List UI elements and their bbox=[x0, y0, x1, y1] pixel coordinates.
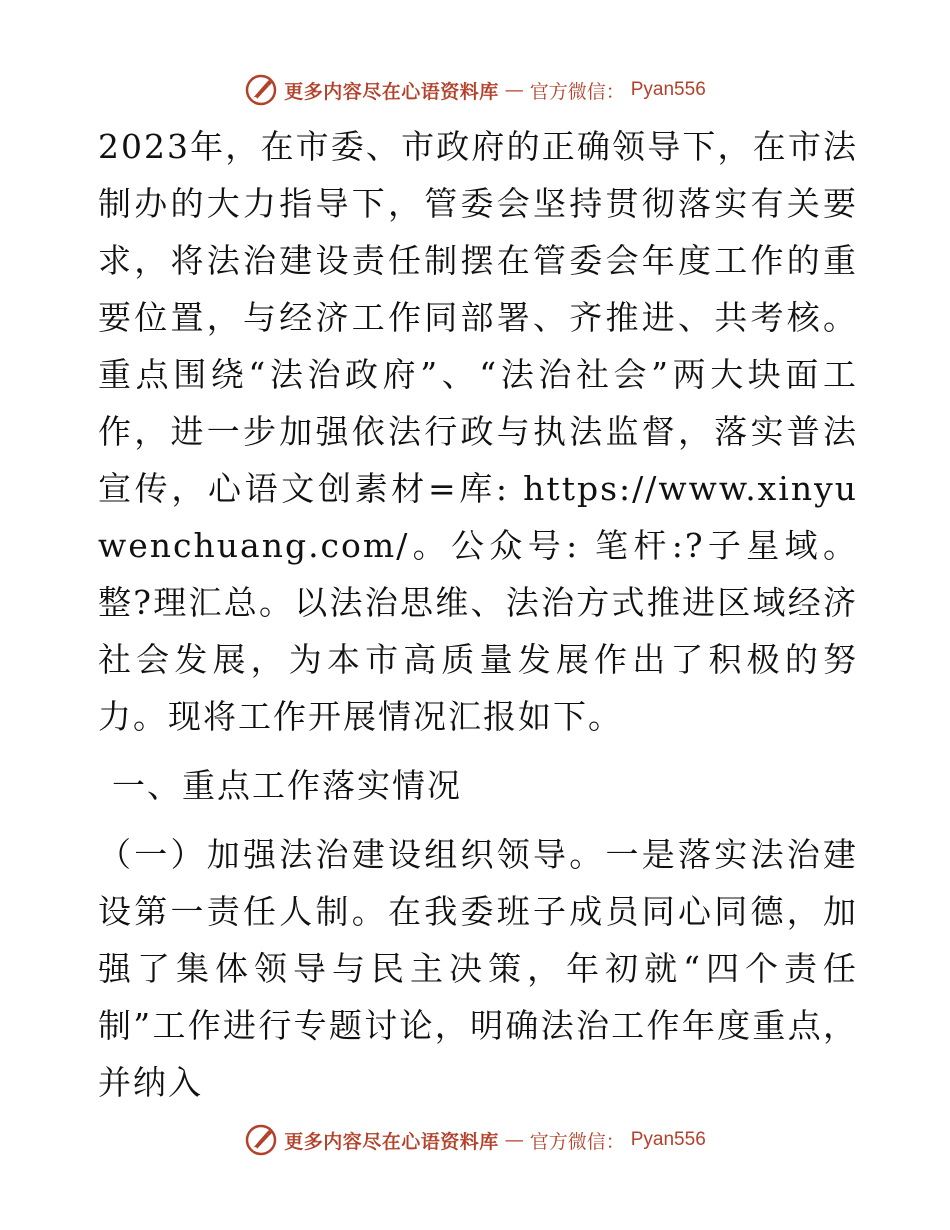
banner-dash: — bbox=[504, 1129, 524, 1151]
banner-wechat-id: Pyan556 bbox=[630, 1129, 706, 1150]
header-banner bbox=[0, 70, 950, 110]
banner-dash: — bbox=[504, 79, 524, 101]
banner-wechat-label: 官方微信： bbox=[529, 1130, 625, 1153]
body-paragraph-1: 2023年，在市委、市政府的正确领导下，在市法制办的大力指导下，管委会坚持贯彻落实有关要求，将法治建设责任制摆在管委会年度工作的重要位置，与经济工作同部署、齐推进、共考核。重点围绕“法治政府”、“法治社会”两大块面工作，进一步加强依法行政与执法监督，落实普法宣传，心语文创素材=库: https://www.xinyuwenchuang.com/。公众号: 笔杆:?子星域。整?理汇总。以法治思维、法治方式推进区域经济社会发展，为本市高质量发展作出了积极的努力。现将工作开展情况汇报如下。 bbox=[98, 127, 858, 736]
body-paragraph-2: （一）加强法治建设组织领导。一是落实法治建设第一责任人制。在我委班子成员同心同德，加强了集体领导与民主决策，年初就“四个责任制”工作进行专题讨论，明确法治工作年度重点，并纳入 bbox=[98, 835, 858, 1102]
banner-title: 更多内容尽在心语资料库 bbox=[284, 1130, 499, 1153]
banner-wechat-id: Pyan556 bbox=[630, 79, 706, 100]
banner-wechat-label: 官方微信： bbox=[529, 80, 625, 103]
logo-icon bbox=[244, 1123, 278, 1157]
logo-icon bbox=[244, 73, 278, 107]
footer-banner bbox=[0, 1120, 950, 1160]
section-heading: 一、重点工作落实情况 bbox=[112, 766, 462, 805]
document-body bbox=[98, 118, 858, 1111]
banner-title: 更多内容尽在心语资料库 bbox=[284, 80, 499, 103]
